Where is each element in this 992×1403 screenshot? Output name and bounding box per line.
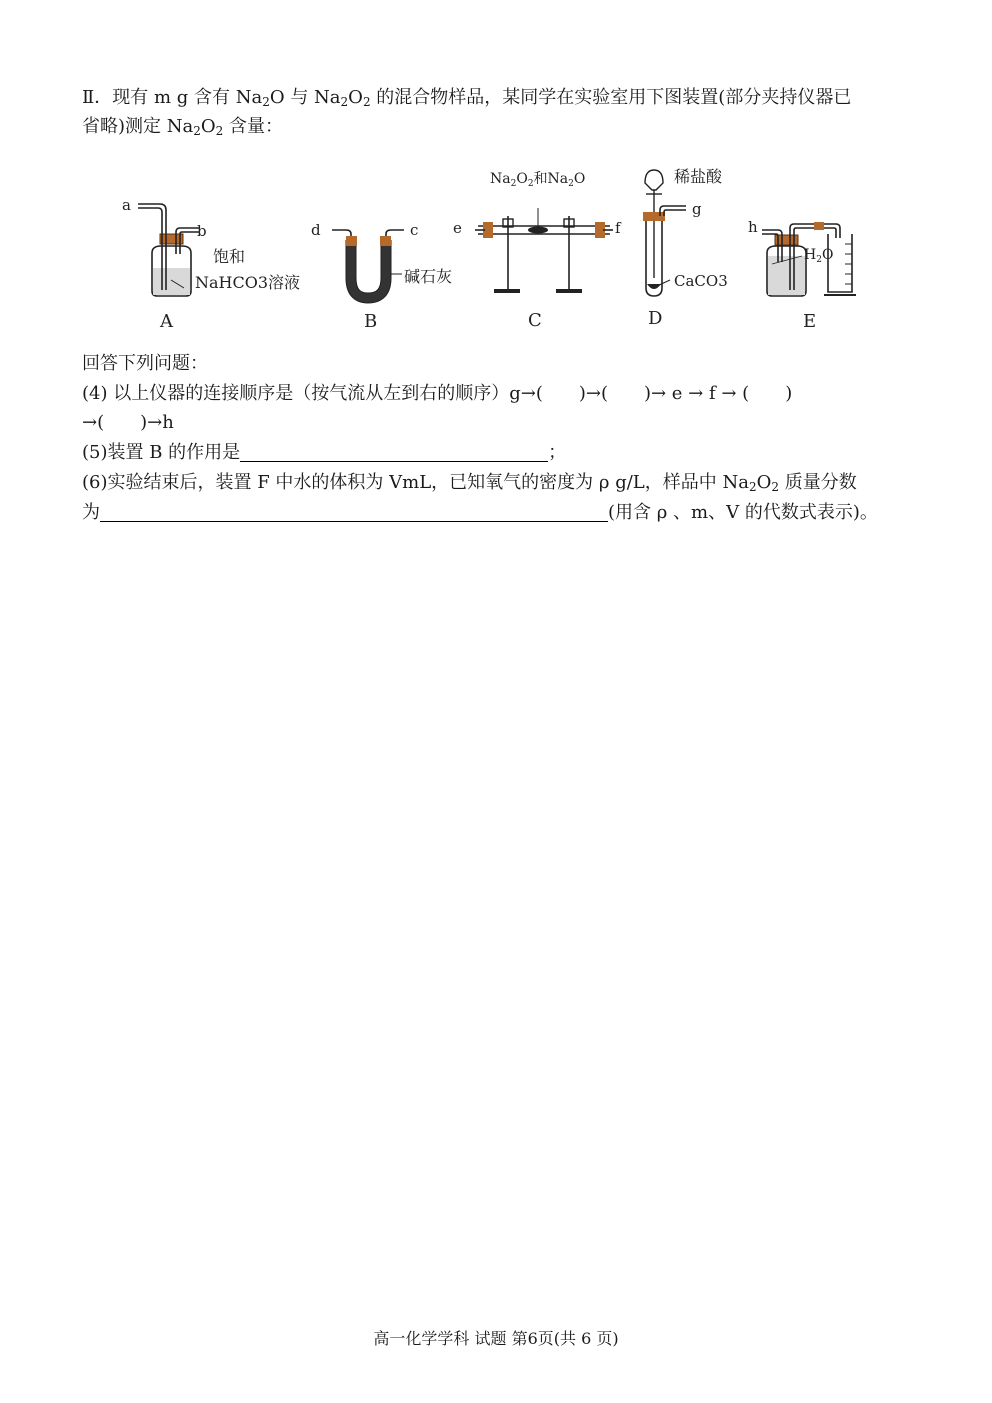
answer-blank-6[interactable] — [100, 503, 608, 522]
intro-line-1: Ⅱ．现有 m g 含有 $Na_2O$ 与 $Na_2O_2$ 的混合物样品，某同学在实验室用下图装置(部分夹持仪器已 — [82, 87, 852, 109]
apparatus-diagram — [100, 158, 870, 338]
port-e-label: e — [453, 219, 462, 237]
apparatus-c-label: C — [528, 310, 542, 331]
question-6-line-2: 为 (用含 ρ 、m、V 的代数式表示)。 — [82, 502, 878, 523]
a-content-2: NaHCO3溶液 — [195, 273, 301, 292]
answer-blank-5[interactable] — [240, 443, 548, 462]
e-content: $H_2O$ — [804, 247, 834, 265]
apparatus-b-label: B — [364, 311, 378, 332]
apparatus-c — [453, 171, 622, 331]
port-d-label: d — [311, 221, 321, 239]
question-5: (5)装置 B 的作用是 ； — [82, 442, 567, 463]
port-f-label: f — [615, 219, 621, 237]
b-content: 碱石灰 — [404, 267, 453, 286]
intro-line-2: 省略)测定 $Na_2O_2$ 含量： — [82, 116, 284, 138]
c-content: $Na_2O_2$和$Na_2O$ — [490, 171, 586, 189]
port-g-label: g — [692, 200, 702, 218]
question-4-line-1: (4) 以上仪器的连接顺序是（按气流从左到右的顺序）g→( )→( )→ e → f → ( ) — [82, 383, 793, 404]
d-reagent-bottom: CaCO3 — [674, 272, 728, 290]
question-4-line-2: →( )→h — [82, 412, 174, 433]
apparatus-e — [748, 218, 856, 332]
a-content-1: 饱和 — [213, 247, 246, 266]
port-b-label: b — [197, 222, 207, 240]
port-c-label: c — [410, 221, 419, 239]
d-reagent-top: 稀盐酸 — [674, 167, 723, 186]
page-footer: 高一化学学科 试题 第6页(共 6 页) — [373, 1329, 619, 1348]
port-h-label: h — [748, 218, 758, 236]
question-6-line-1: (6)实验结束后，装置 F 中水的体积为 VmL，已知氧气的密度为 ρ g/L，样品中 $Na_2O_2$ 质量分数 — [82, 472, 857, 494]
apparatus-d — [643, 167, 728, 329]
answer-prompt: 回答下列问题： — [82, 353, 208, 374]
port-a-label: a — [122, 196, 131, 214]
apparatus-d-label: D — [648, 308, 663, 329]
apparatus-a — [122, 196, 300, 332]
apparatus-a-label: A — [160, 311, 173, 332]
apparatus-e-label: E — [803, 311, 817, 332]
apparatus-b — [311, 221, 452, 332]
